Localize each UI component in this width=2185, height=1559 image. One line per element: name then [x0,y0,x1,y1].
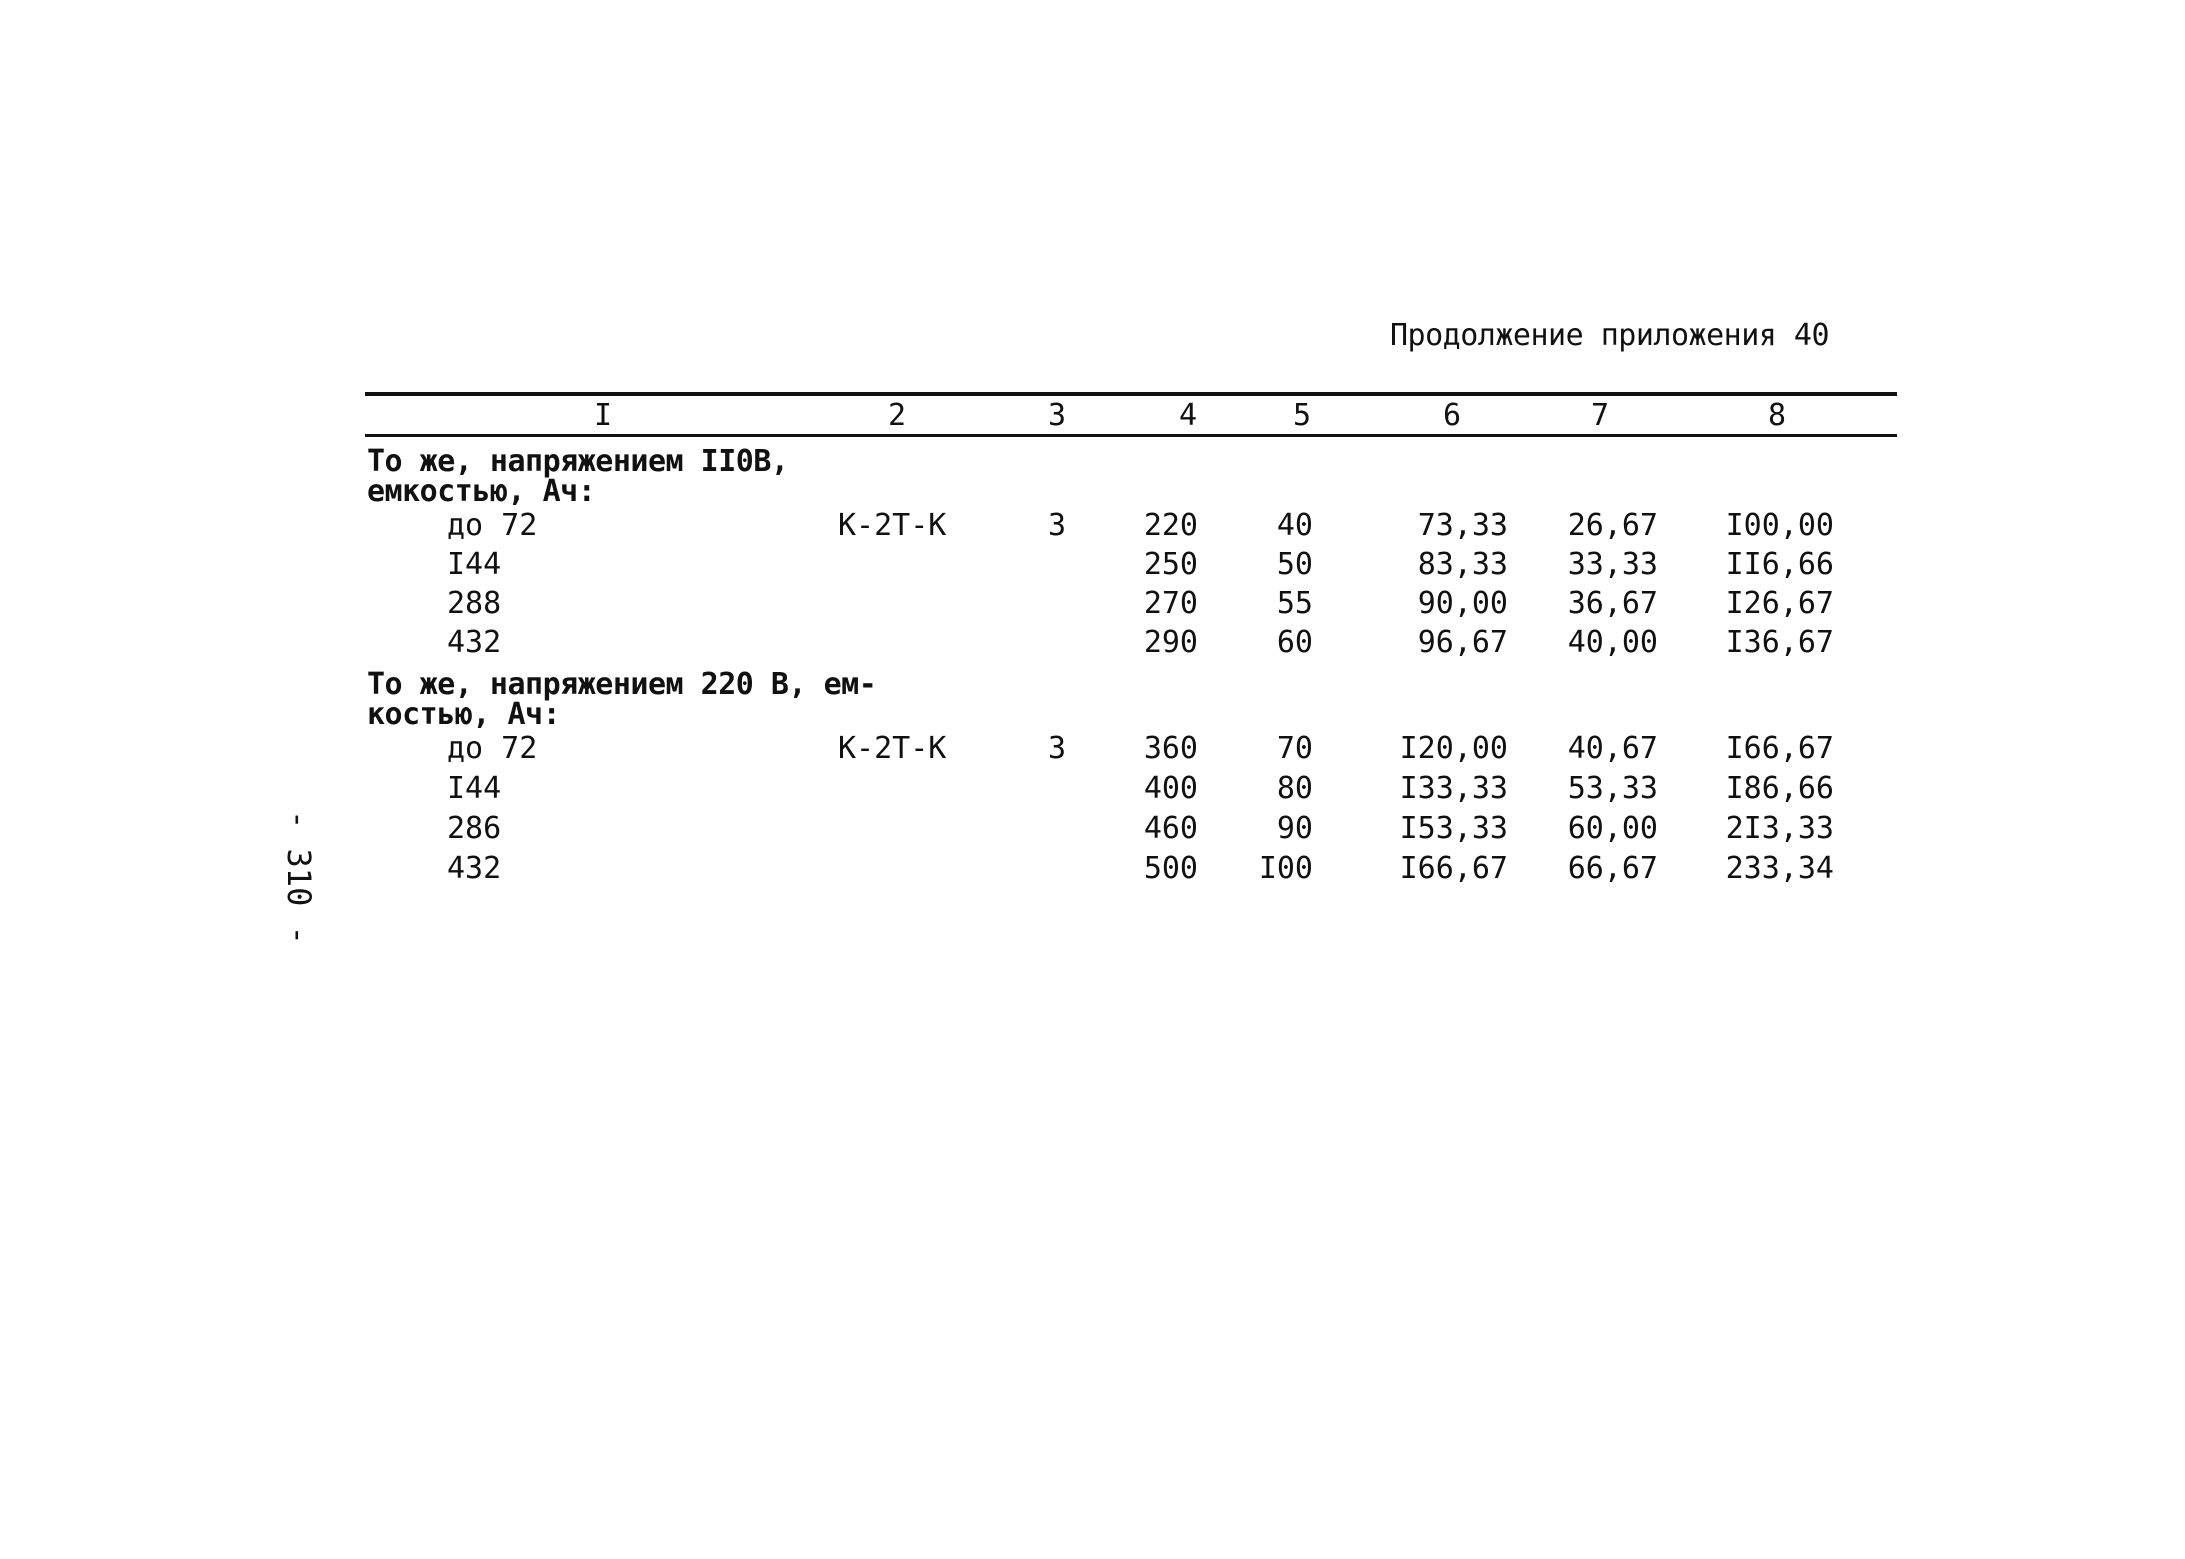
page-number: - 310 - [280,810,318,945]
cell-col8: I66,67 [1725,731,1834,766]
cell-col7: 36,67 [1567,586,1658,621]
cell-capacity: 432 [447,851,502,886]
table-row [0,586,2185,626]
cell-col4: 290 [1143,625,1198,660]
cell-col7: 66,67 [1567,851,1658,886]
cell-col4: 220 [1143,508,1198,543]
table-header-rule [365,434,1897,437]
cell-col4: 460 [1143,811,1198,846]
section-title-110v [367,444,789,509]
cell-col4: 360 [1143,731,1198,766]
header-col-3: 3 [1047,398,1067,433]
header-col-6: 6 [1442,398,1462,433]
cell-col4: 400 [1143,771,1198,806]
cell-col4: 250 [1143,547,1198,582]
cell-col3: 3 [1048,508,1067,543]
cell-col8: I26,67 [1725,586,1834,621]
section-title-line: То же, напряжением II0В, [367,444,789,479]
cell-col8: I86,66 [1725,771,1834,806]
table-row [0,771,2185,811]
table-row [0,731,2185,771]
cell-col3: 3 [1048,731,1067,766]
cell-capacity: I44 [447,771,502,806]
header-col-7: 7 [1590,398,1610,433]
cell-col7: 33,33 [1567,547,1658,582]
cell-capacity: до 72 [447,508,538,543]
cell-col6: 90,00 [1417,586,1508,621]
section-title-220v [367,667,877,732]
cell-capacity: I44 [447,547,502,582]
cell-col7: 60,00 [1567,811,1658,846]
cell-type: К-2Т-К [838,508,947,543]
appendix-caption: Продолжение приложения 40 [1390,318,1830,353]
cell-col8: 233,34 [1725,851,1834,886]
table-row [0,625,2185,665]
table-header-row [365,398,1897,434]
section-title-line: То же, напряжением 220 В, ем- [367,667,877,702]
cell-col5: 50 [1276,547,1313,582]
cell-col8: I00,00 [1725,508,1834,543]
cell-col5: 80 [1276,771,1313,806]
cell-col6: I20,00 [1399,731,1508,766]
cell-col6: I33,33 [1399,771,1508,806]
cell-col6: 83,33 [1417,547,1508,582]
table-row [0,811,2185,851]
table-row [0,508,2185,548]
table-row [0,851,2185,891]
cell-col6: I66,67 [1399,851,1508,886]
cell-col7: 53,33 [1567,771,1658,806]
cell-col5: 40 [1276,508,1313,543]
cell-capacity: 288 [447,586,502,621]
cell-col6: I53,33 [1399,811,1508,846]
header-col-8: 8 [1767,398,1787,433]
header-col-5: 5 [1292,398,1312,433]
cell-col7: 40,67 [1567,731,1658,766]
cell-col7: 40,00 [1567,625,1658,660]
cell-capacity: 432 [447,625,502,660]
cell-capacity: до 72 [447,731,538,766]
section-title-line: емкостью, Ач: [367,474,596,509]
table-top-rule [365,392,1897,396]
cell-col5: 90 [1276,811,1313,846]
cell-col4: 270 [1143,586,1198,621]
cell-col8: 2I3,33 [1725,811,1834,846]
header-col-2: 2 [887,398,907,433]
cell-col7: 26,67 [1567,508,1658,543]
cell-col5: 70 [1276,731,1313,766]
cell-col8: II6,66 [1725,547,1834,582]
header-col-4: 4 [1178,398,1198,433]
cell-col6: 73,33 [1417,508,1508,543]
header-col-1: I [593,398,613,433]
cell-capacity: 286 [447,811,502,846]
cell-col6: 96,67 [1417,625,1508,660]
cell-col8: I36,67 [1725,625,1834,660]
cell-col5: I00 [1258,851,1313,886]
section-title-line: костью, Ач: [367,697,561,732]
cell-col4: 500 [1143,851,1198,886]
cell-col5: 60 [1276,625,1313,660]
cell-type: К-2Т-К [838,731,947,766]
cell-col5: 55 [1276,586,1313,621]
table-row [0,547,2185,587]
